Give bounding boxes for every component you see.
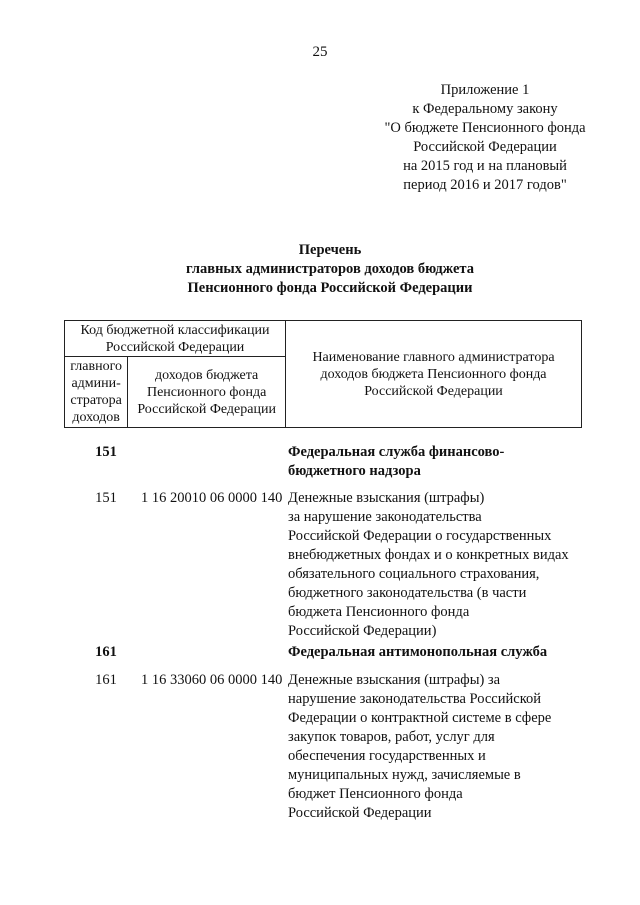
title-line: Перечень: [298, 242, 362, 258]
admin-code: 161: [95, 644, 117, 660]
header-table: [64, 320, 582, 428]
page-number: 25: [312, 44, 328, 60]
appendix-line: на 2015 год и на плановый: [403, 158, 567, 174]
appendix-line: Российской Федерации: [413, 139, 557, 155]
admin-code: 161: [95, 672, 117, 688]
name-column-header: Наименование главного администратора доходов бюджета Пенсионного фонда Российской Федерации: [286, 321, 582, 428]
document-title: [130, 241, 530, 298]
administrator-name: Федеральная антимонопольная служба: [288, 644, 548, 660]
admin-code: 151: [95, 444, 117, 460]
appendix-line: к Федеральному закону: [412, 101, 558, 117]
budget-code: 1 16 33060 06 0000 140: [141, 672, 283, 688]
title-line: Пенсионного фонда Российской Федерации: [187, 280, 473, 296]
title-line: главных администраторов доходов бюджета: [186, 261, 474, 277]
appendix-line: период 2016 и 2017 годов": [403, 177, 567, 193]
revenue-description: Денежные взыскания (штрафы) за нарушение законодательства Российской Федерации о государственных внебюджетных фондах и о конкретных видах обязательного социального страхования, бюджетного законодательства (в части бюджета Пенсионного фонда Российской Федерации): [288, 490, 569, 639]
admin-code: 151: [95, 490, 117, 506]
chief-admin-header: главного админи- стратора доходов: [65, 357, 128, 428]
code-group-header: Код бюджетной классификации Российской Федерации: [65, 321, 286, 357]
appendix-line: Приложение 1: [440, 82, 530, 98]
appendix-line: "О бюджете Пенсионного фонда: [384, 120, 586, 136]
revenue-description: Денежные взыскания (штрафы) за нарушение законодательства Российской Федерации о контрактной системе в сфере закупок товаров, работ, услуг для обеспечения государственных и муниципальных нужд, зачисляемые в бюджет Пенсионного фонда Российской Федерации: [288, 672, 552, 821]
budget-code: 1 16 20010 06 0000 140: [141, 490, 283, 506]
revenue-header: доходов бюджета Пенсионного фонда Российской Федерации: [128, 357, 286, 428]
administrator-name: Федеральная служба финансово- бюджетного надзора: [288, 444, 505, 479]
appendix-reference: [360, 81, 610, 195]
